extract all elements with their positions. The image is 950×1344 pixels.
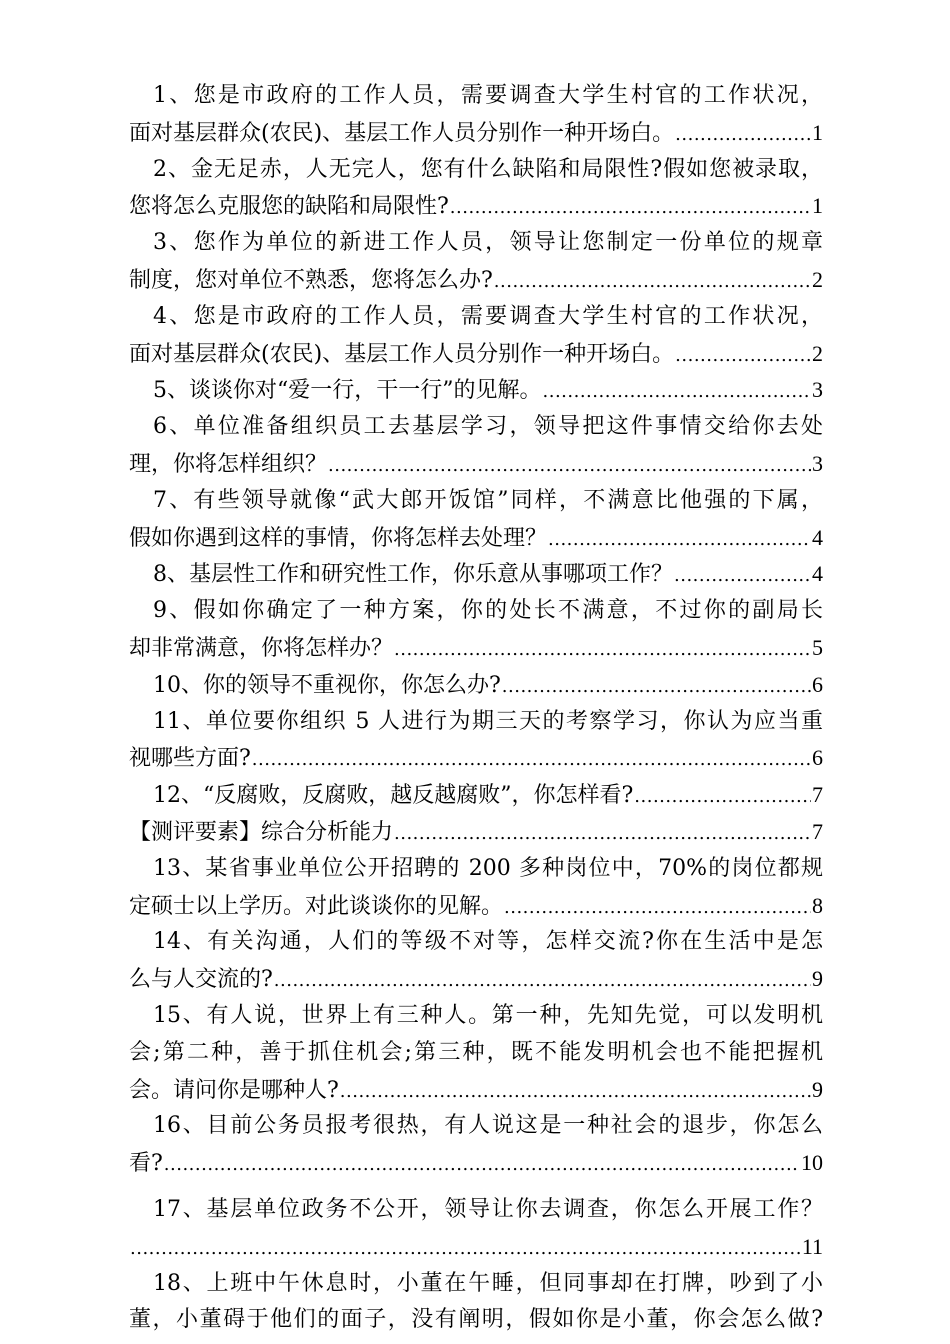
toc-entry[interactable] [129, 1192, 823, 1266]
toc-entry[interactable] [129, 704, 823, 778]
toc-entry[interactable] [129, 152, 823, 226]
toc-entry-text: 15、有人说，世界上有三种人。第一种，先知先觉，可以发明机 [153, 1002, 823, 1028]
toc-entry-text: 会。请问你是哪种人? [129, 1077, 339, 1103]
toc-entry[interactable] [129, 998, 823, 1108]
page-number: 10 [801, 1150, 823, 1176]
toc-entry-text: 10、你的领导不重视你，你怎么办? [153, 672, 501, 698]
toc-entry-text: 16、目前公务员报考很热，有人说这是一种社会的退步，你怎么 [153, 1113, 823, 1139]
toc-entry-text: 7、有些领导就像“武大郎开饭馆”同样，不满意比他强的下属， [153, 487, 823, 513]
page-number: 5 [812, 634, 823, 660]
toc-entry-text: 11、单位要你组织 5 人进行为期三天的考察学习，你认为应当重 [153, 708, 823, 734]
table-of-contents [129, 78, 823, 1339]
dot-leader [164, 1147, 800, 1184]
toc-entry-text: 3、您作为单位的新进工作人员，领导让您制定一份单位的规章 [153, 230, 823, 256]
toc-entry-text: 13、某省事业单位公开招聘的 200 多种岗位中，70%的岗位都规 [153, 855, 823, 881]
dot-leader [504, 890, 811, 927]
dot-leader [494, 264, 811, 301]
toc-entry[interactable] [129, 78, 823, 152]
toc-entry-text: 8、基层性工作和研究性工作，你乐意从事哪项工作？ [153, 562, 673, 588]
page-number: 2 [812, 340, 823, 366]
toc-entry[interactable] [129, 556, 823, 593]
toc-entry[interactable] [129, 409, 823, 483]
page-number: 7 [812, 818, 823, 844]
dot-leader [548, 522, 811, 559]
toc-entry-text: 会;第二种，善于抓住机会;第三种，既不能发明机会也不能把握机 [129, 1039, 823, 1065]
toc-entry-text: 面对基层群众(农民)、基层工作人员分别作一种开场白。 [129, 341, 675, 367]
page-number: 1 [812, 193, 823, 219]
page-number: 6 [812, 745, 823, 771]
page-number: 6 [812, 671, 823, 697]
page-number: 4 [812, 561, 823, 587]
page-number: 3 [812, 450, 823, 476]
toc-entry-text: 么与人交流的? [129, 967, 273, 993]
dot-leader [674, 558, 811, 595]
dot-leader [340, 1074, 811, 1111]
page-number: 9 [812, 1076, 823, 1102]
page-number: 9 [812, 966, 823, 992]
dot-leader [394, 632, 811, 669]
dot-leader [394, 816, 811, 853]
toc-entry-text: 假如你遇到这样的事情，你将怎样去处理？ [129, 525, 548, 551]
dot-leader [274, 963, 811, 1000]
toc-entry[interactable] [129, 1266, 823, 1340]
toc-entry-text: 您将怎么克服您的缺陷和局限性? [129, 194, 449, 220]
toc-entry-text: 5、谈谈你对“爱一行，干一行”的见解。 [153, 378, 542, 404]
dot-leader [634, 779, 811, 816]
page-number: 1 [812, 119, 823, 145]
toc-entry-text: 理，你将怎样组织？ [129, 451, 328, 477]
toc-entry-text: 定硕士以上学历。对此谈谈你的见解。 [129, 893, 504, 919]
dot-leader [543, 374, 812, 411]
toc-entry-text: 【测评要素】综合分析能力 [129, 819, 394, 845]
toc-entry-text: 看? [129, 1151, 163, 1177]
toc-entry[interactable] [129, 483, 823, 557]
toc-entry-text: 6、单位准备组织员工去基层学习，领导把这件事情交给你去处 [153, 414, 823, 440]
page-number: 8 [812, 892, 823, 918]
dot-leader [675, 338, 811, 375]
toc-entry-text: 视哪些方面? [129, 746, 251, 772]
toc-entry[interactable] [129, 225, 823, 299]
toc-entry[interactable] [129, 777, 823, 814]
toc-entry[interactable] [129, 667, 823, 704]
toc-entry-text: 却非常满意，你将怎样办？ [129, 635, 394, 661]
toc-entry[interactable] [129, 299, 823, 373]
toc-entry-text: 14、有关沟通，人们的等级不对等，怎样交流?你在生活中是怎 [153, 929, 823, 955]
toc-entry-text: 制度，您对单位不熟悉，您将怎么办? [129, 267, 493, 293]
dot-leader [130, 1231, 801, 1268]
toc-entry-text: 1、您是市政府的工作人员，需要调查大学生村官的工作状况， [153, 83, 823, 108]
page-number: 2 [812, 266, 823, 292]
toc-entry-text: 面对基层群众(农民)、基层工作人员分别作一种开场白。 [129, 120, 675, 146]
dot-leader [675, 117, 811, 154]
toc-entry-text: 18、上班中午休息时，小董在午睡，但同事却在打牌，吵到了小 [153, 1270, 823, 1296]
dot-leader [252, 742, 811, 779]
toc-entry[interactable] [129, 851, 823, 925]
dot-leader [328, 448, 811, 485]
toc-entry-text: 4、您是市政府的工作人员，需要调查大学生村官的工作状况， [153, 303, 823, 329]
toc-entry[interactable] [129, 593, 823, 667]
toc-entry-text: 17、基层单位政务不公开，领导让你去调查，你怎么开展工作？ [153, 1196, 823, 1222]
toc-entry[interactable] [129, 1108, 823, 1182]
toc-entry[interactable] [129, 814, 823, 851]
dot-leader [450, 190, 811, 227]
page-number: 3 [812, 377, 823, 403]
page-number: 11 [801, 1233, 823, 1259]
toc-entry[interactable] [129, 924, 823, 998]
page-number: 4 [812, 524, 823, 550]
page-number: 7 [812, 782, 823, 808]
toc-entry[interactable] [129, 372, 823, 409]
toc-entry-text: 12、“反腐败，反腐败，越反越腐败”，你怎样看? [153, 783, 634, 809]
toc-entry-text: 董，小董碍于他们的面子，没有阐明，假如你是小董，你会怎么做? [129, 1307, 823, 1333]
toc-entry-text: 2、金无足赤，人无完人，您有什么缺陷和局限性?假如您被录取， [153, 156, 823, 182]
toc-entry-text: 9、假如你确定了一种方案，你的处长不满意，不过你的副局长 [153, 598, 823, 624]
dot-leader [502, 669, 811, 706]
